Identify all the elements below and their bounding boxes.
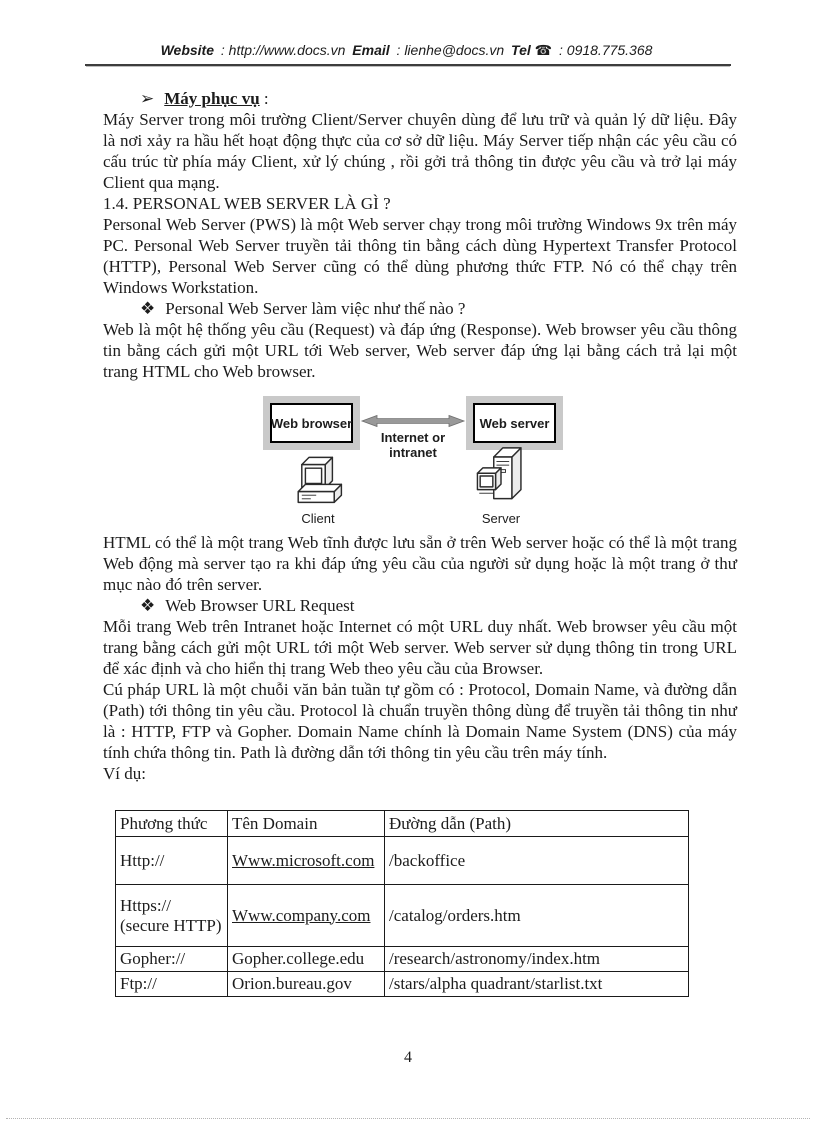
phone-icon: ☎: [534, 42, 553, 58]
method-cell: Gopher://: [116, 947, 228, 972]
domain-cell: Gopher.college.edu: [228, 947, 385, 972]
example-label: Ví dụ:: [103, 764, 146, 783]
email-value: : lienhe@docs.vn: [396, 42, 505, 58]
tel-value: : 0918.775.368: [559, 42, 653, 58]
web-server-box: Web server: [473, 403, 556, 443]
web-browser-node: [263, 396, 360, 450]
path-cell: /catalog/orders.htm: [385, 885, 689, 947]
bottom-dotted-divider: [6, 1118, 810, 1119]
tel-label: Tel: [511, 42, 531, 58]
table-row: [116, 947, 689, 972]
column-header-domain: Tên Domain: [228, 811, 385, 837]
table-header-row: [116, 811, 689, 837]
document-body: [103, 88, 737, 997]
page-header: [85, 42, 731, 66]
connection-label: [356, 430, 470, 460]
page-number: 4: [404, 1049, 412, 1066]
client-caption: Client: [301, 511, 335, 526]
website-value: : http://www.docs.vn: [220, 42, 346, 58]
method-cell: Http://: [116, 837, 228, 885]
diamond-bullet-icon: ❖: [140, 596, 156, 615]
bullet3-title: Web Browser URL Request: [165, 596, 355, 615]
website-label: Website: [160, 42, 215, 58]
url-examples-table: [115, 810, 689, 997]
method-cell: Https:// (secure HTTP): [116, 885, 228, 947]
web-server-node: [466, 396, 563, 450]
table-row: [116, 837, 689, 885]
email-label: Email: [352, 42, 390, 58]
method-cell: Ftp://: [116, 972, 228, 997]
path-cell: /backoffice: [385, 837, 689, 885]
client-server-diagram: [263, 396, 563, 528]
domain-cell: Orion.bureau.gov: [228, 972, 385, 997]
table-row: [116, 885, 689, 947]
paragraph-unique-url: Mỗi trang Web trên Intranet hoặc Internet có một URL duy nhất. Web browser yêu cầu một trang bằng cách gửi một URL tới một Web server. Web server sử dụng thông tin trong URL để xác định và cho hiển thị trang Web theo yêu cầu của Browser.: [103, 617, 737, 678]
server-computer-icon: [472, 446, 530, 506]
diamond-bullet-icon: ❖: [140, 299, 156, 318]
web-browser-box: Web browser: [270, 403, 353, 443]
domain-link[interactable]: Www.microsoft.com: [228, 837, 385, 885]
paragraph-request-response: Web là một hệ thống yêu cầu (Request) và đáp ứng (Response). Web browser yêu cầu thông tin bằng cách gửi một URL tới Web server, Web server đáp ứng lại bằng cách trả lại một trang HTML cho Web browser.: [103, 320, 737, 381]
double-arrow-icon: [360, 414, 466, 428]
paragraph-html-static-dynamic: HTML có thể là một trang Web tĩnh được lưu sẵn ở trên Web server hoặc có thể là một trang Web động mà server tạo ra khi đáp ứng yêu cầu của người sử dụng hoặc là một trang ở thư mục nào đó trên server.: [103, 533, 737, 594]
arrow-bullet-icon: ➢: [140, 89, 155, 108]
path-cell: /stars/alpha quadrant/starlist.txt: [385, 972, 689, 997]
bullet1-title: Máy phục vụ: [164, 89, 260, 108]
bullet-pws-lam-viec: [103, 298, 737, 319]
client-computer-icon: [291, 452, 345, 506]
column-header-method: Phương thức: [116, 811, 228, 837]
path-cell: /research/astronomy/index.htm: [385, 947, 689, 972]
connection-label-line2: intranet: [389, 445, 437, 460]
paragraph-pws-intro: Personal Web Server (PWS) là một Web server chạy trong môi trường Windows 9x trên máy PC. Personal Web Server truyền tải thông tin bằng cách dùng Hypertext Transfer Protocol (HTTP), Personal Web Server cũng có thể dùng phương thức FTP. Nó có thể chạy trên Windows Workstation.: [103, 215, 737, 297]
bullet-url-request: [103, 595, 737, 616]
connection-label-line1: Internet or: [380, 430, 446, 445]
paragraph-may-server: Máy Server trong môi trường Client/Server chuyên dùng để lưu trữ và quản lý dữ liệu. Đây là nơi xảy ra hầu hết hoạt động thực của cơ sở dữ liệu. Máy Server tiếp nhận các yêu cầu có cấu trúc từ phía máy Client, xử lý chúng , rồi gởi trả thông tin được yêu cầu và trở lại máy Client qua mạng.: [103, 110, 737, 192]
bullet-may-phuc-vu: [103, 88, 737, 109]
bullet2-title: Personal Web Server làm việc như thế nào ?: [165, 299, 466, 318]
paragraph-url-syntax: Cú pháp URL là một chuỗi văn bản tuần tự gồm có : Protocol, Domain Name, và đường dẫn (Path) tới thông tin yêu cầu. Protocol là chuẩn truyền thông dùng để truyền tải thông tin như là : HTTP, FTP và Gopher. Domain Name chính là Domain Name System (DNS) của máy tính chứa thông tin. Path là đường dẫn tới thông tin yêu cầu trên máy tính.: [103, 680, 737, 762]
column-header-path: Đường dẫn (Path): [385, 811, 689, 837]
section-heading-1-4: 1.4. PERSONAL WEB SERVER LÀ GÌ ?: [103, 194, 391, 213]
bullet1-suffix: :: [259, 89, 269, 108]
table-row: [116, 972, 689, 997]
domain-link[interactable]: Www.company.com: [228, 885, 385, 947]
server-caption: Server: [481, 511, 521, 526]
